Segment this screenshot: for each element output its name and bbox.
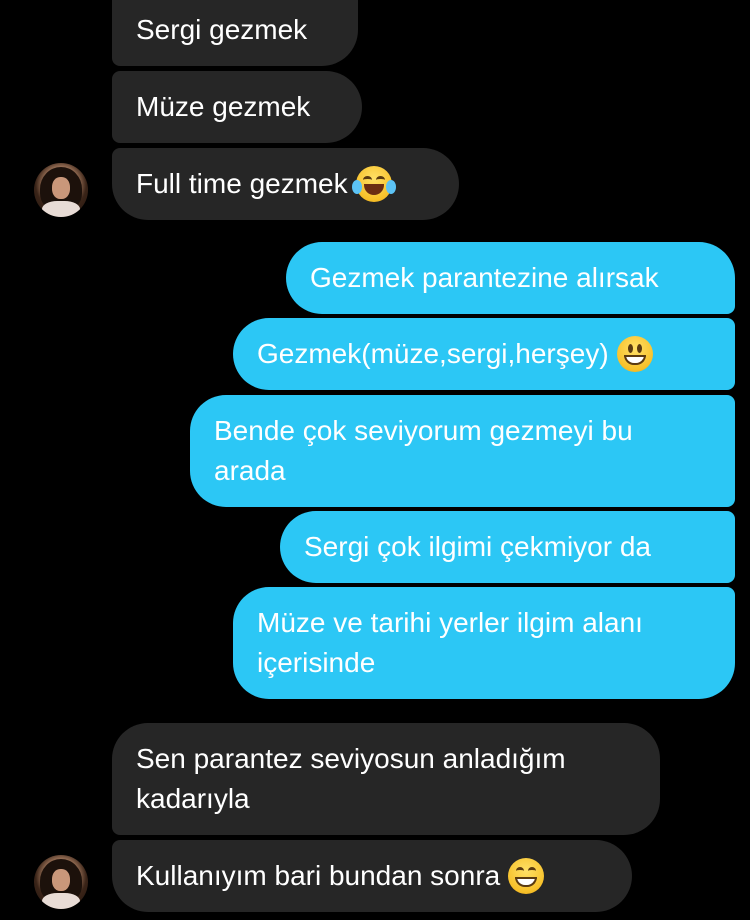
message-text: Full time gezmek [136, 168, 348, 199]
message-text: Sergi gezmek [136, 14, 308, 45]
message-text: Müze ve tarihi yerler ilgim alanı içerisinde [257, 607, 643, 678]
message-outgoing[interactable] [233, 587, 735, 699]
message-incoming[interactable] [112, 0, 358, 66]
message-outgoing[interactable] [280, 511, 735, 583]
message-incoming[interactable] [112, 840, 632, 912]
message-text: Bende çok seviyorum gezmeyi bu arada [214, 415, 633, 486]
smiling-face-icon [508, 858, 544, 894]
message-incoming[interactable] [112, 71, 362, 143]
message-outgoing[interactable] [190, 395, 735, 507]
message-text: Sergi çok ilgimi çekmiyor da [304, 531, 651, 562]
contact-avatar[interactable] [34, 855, 88, 909]
face-with-tears-of-joy-icon [356, 166, 392, 202]
grinning-face-icon [617, 336, 653, 372]
message-text: Gezmek(müze,sergi,herşey) [257, 338, 609, 369]
contact-avatar[interactable] [34, 163, 88, 217]
message-text: Müze gezmek [136, 91, 311, 122]
message-text: Gezmek parantezine alırsak [310, 262, 659, 293]
message-text: Sen parantez seviyosun anladığım kadarıyla [136, 743, 566, 814]
message-incoming[interactable] [112, 723, 660, 835]
message-outgoing[interactable] [233, 318, 735, 390]
message-incoming[interactable] [112, 148, 459, 220]
message-text: Kullanıyım bari bundan sonra [136, 860, 501, 891]
message-outgoing[interactable] [286, 242, 735, 314]
